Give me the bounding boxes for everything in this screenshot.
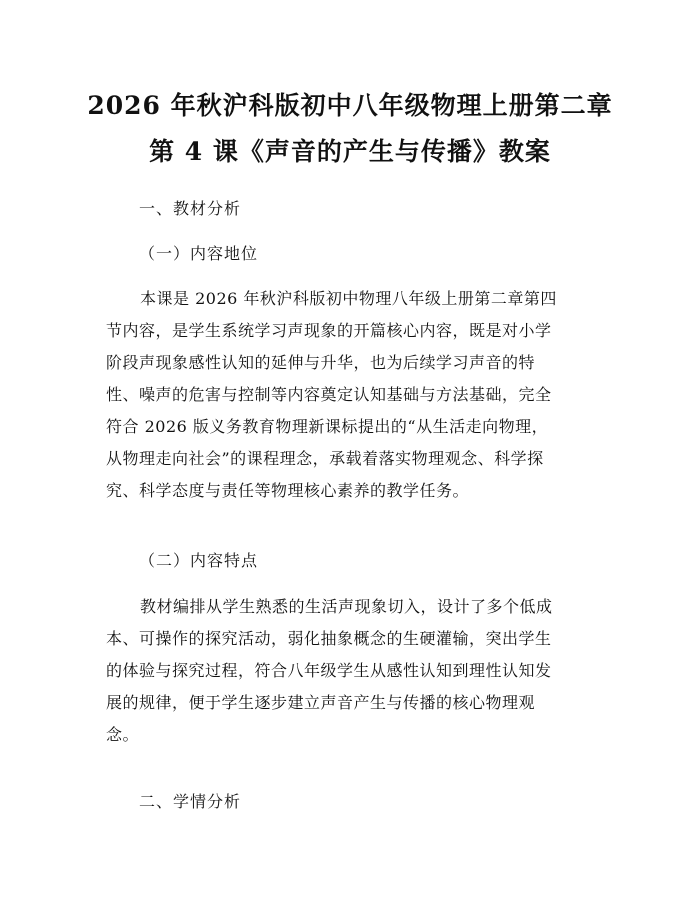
paragraph-line: 本、可操作的探究活动，弱化抽象概念的生硬灌输，突出学生 <box>106 629 552 648</box>
document-title-line-1: 2026 年秋沪科版初中八年级物理上册第二章 <box>87 91 613 120</box>
subsection-heading-content-position: （一）内容地位 <box>139 244 259 263</box>
document-title-line-2: 第 4 课《声音的产生与传播》教案 <box>149 137 551 166</box>
subsection-heading-content-features: （二）内容特点 <box>139 551 259 570</box>
paragraph-line: 念。 <box>106 725 140 744</box>
section-heading-textbook-analysis: 一、教材分析 <box>139 199 242 218</box>
paragraph-line: 符合 2026 版义务教育物理新课标提出的“从生活走向物理， <box>106 417 549 436</box>
paragraph-line: 从物理走向社会”的课程理念，承载着落实物理观念、科学探 <box>106 449 544 468</box>
paragraph-content-features <box>106 591 604 751</box>
paragraph-line: 本课是 2026 年秋沪科版初中物理八年级上册第二章第四 <box>140 289 557 308</box>
paragraph-content-position <box>106 283 604 507</box>
paragraph-line: 节内容，是学生系统学习声现象的开篇核心内容，既是对小学 <box>106 321 552 340</box>
paragraph-line: 性、噪声的危害与控制等内容奠定认知基础与方法基础，完全 <box>106 385 552 404</box>
paragraph-line: 阶段声现象感性认知的延伸与升华，也为后续学习声音的特 <box>106 353 536 372</box>
paragraph-line: 教材编排从学生熟悉的生活声现象切入，设计了多个低成 <box>140 597 553 616</box>
paragraph-line: 究、科学态度与责任等物理核心素养的教学任务。 <box>106 481 470 500</box>
paragraph-line: 的体验与探究过程，符合八年级学生从感性认知到理性认知发 <box>106 661 552 680</box>
section-heading-student-analysis: 二、学情分析 <box>139 792 242 811</box>
paragraph-line: 展的规律，便于学生逐步建立声音产生与传播的核心物理观 <box>106 693 536 712</box>
